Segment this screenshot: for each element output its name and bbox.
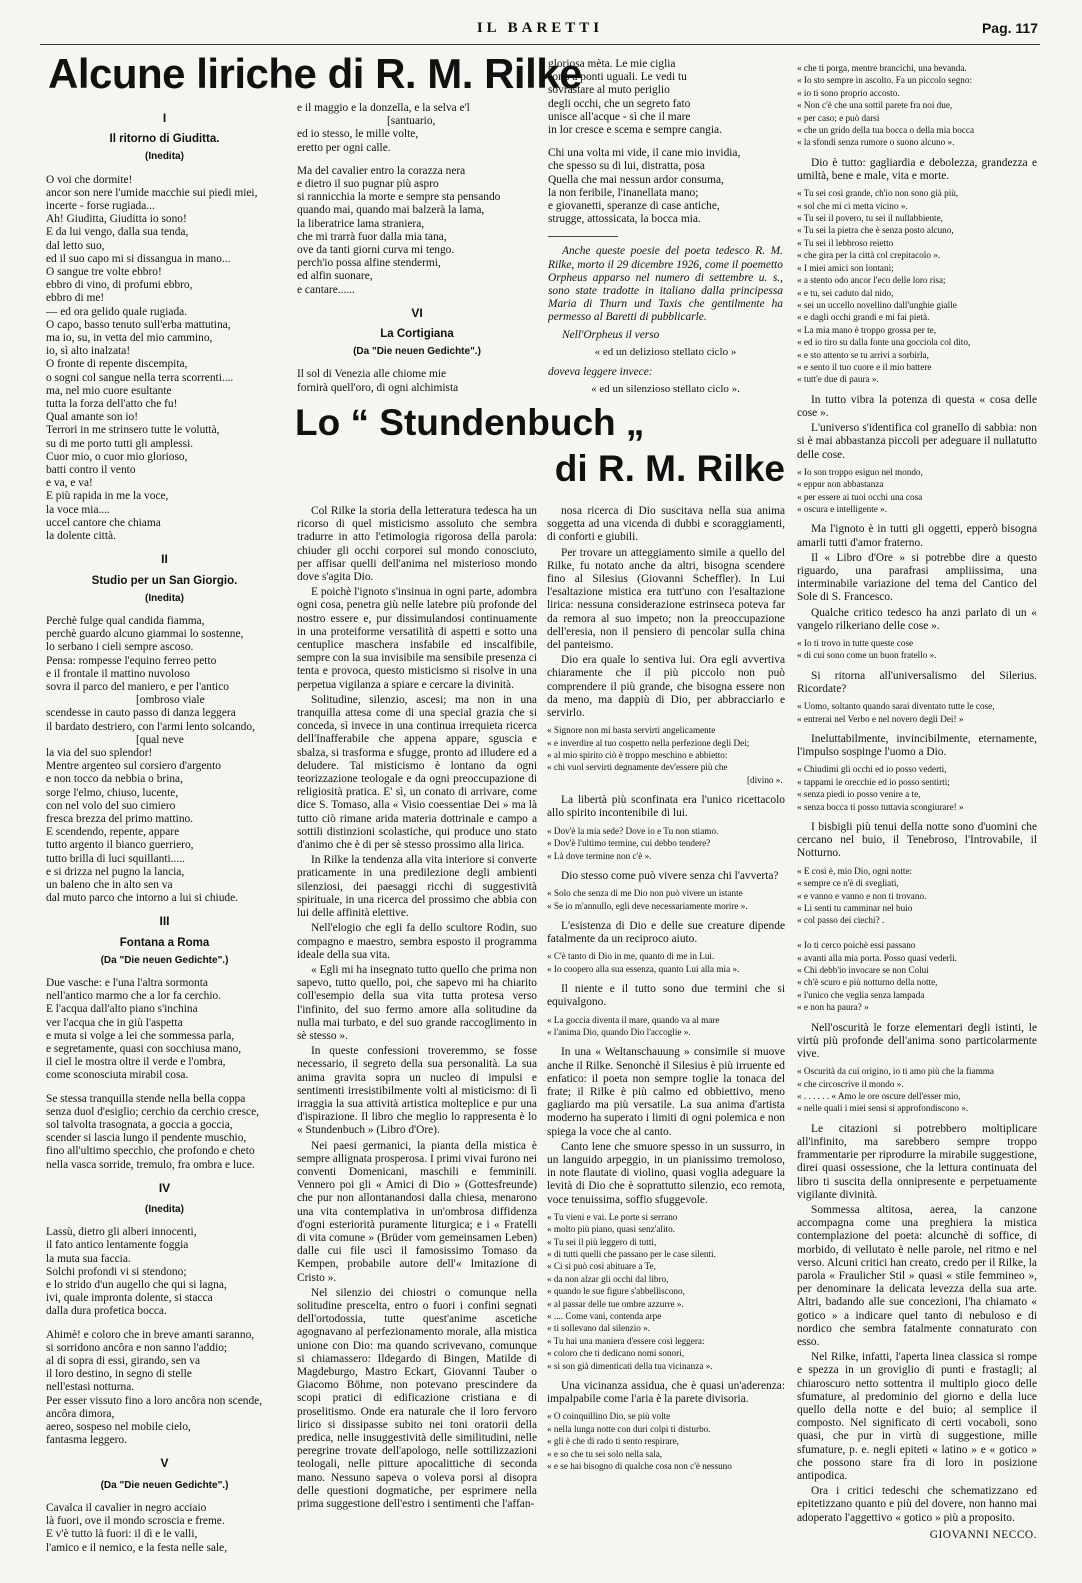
- verse-line: Perchè fulge qual candida fiamma,: [46, 614, 205, 627]
- verse-line: lo serbano i cieli sempre ascoso.: [46, 641, 194, 654]
- quote-line: « Li senti tu camminar nel buio: [797, 902, 913, 913]
- quote-line: « nella lunga notte con duri colpi ti disturbo.: [547, 1423, 711, 1434]
- quote-line: « Tu hai una maniera d'essere così leggera:: [547, 1335, 705, 1346]
- verse-line: che mi trarrà fuor dalla mia tana,: [297, 230, 447, 243]
- section-title: La Cortigiana: [380, 328, 454, 341]
- verse-line: sovrastare al muto periglio: [548, 84, 670, 97]
- quote-line: « Chiudimi gli occhi ed io posso vederti,: [797, 764, 947, 775]
- quote-line: « e tu, sei caduto dal nido,: [797, 287, 894, 298]
- verse-line: E da lui vengo, dalla sua tenda,: [46, 226, 189, 239]
- quote-line: « Tu sei così grande, ch'io non sono già più,: [797, 188, 959, 199]
- quote-line: « per essere ai tuoi occhi una cosa: [797, 491, 923, 502]
- article1-title: Alcune liriche di R. M. Rilke: [48, 50, 582, 97]
- verse-line: si sorridono ancôra e non sanno l'addio;: [46, 1341, 228, 1354]
- verse-line: perch'io possa alfine stendermi,: [297, 257, 441, 270]
- verse-line: sol talvolta trasognata, a goccia a goccia,: [46, 1119, 233, 1132]
- poems-column-1: [46, 102, 283, 1572]
- article2-title-line1: Lo “ Stundenbuch „: [295, 402, 645, 443]
- erratum-wrong: « ed un delizioso stellato ciclo »: [594, 345, 737, 358]
- stanza: [297, 102, 537, 155]
- quote-line: « l'anima Dio, quando Dio l'accoglie ».: [547, 1026, 691, 1037]
- quote-line: « O coinquillino Dio, se più volte: [547, 1411, 671, 1422]
- page-header: [40, 18, 1040, 42]
- quote-line: « e sto attento se tu arrivi a sorbirla,: [797, 349, 929, 360]
- verse-line: sono a ponti uguali. Le vedi tu: [548, 71, 687, 84]
- verse-line: il bardato destriero, con l'armi lento solcando,: [46, 720, 255, 733]
- quote-line: « Io sto sempre in ascolto. Fa un piccolo segno:: [797, 75, 973, 86]
- erratum-mid: doveva leggere invece:: [548, 366, 653, 379]
- quote-line: « I miei amici son lontani;: [797, 262, 894, 273]
- quote-line: « Tu sei il più leggero di tutti,: [547, 1236, 657, 1247]
- verse-quote: [797, 466, 1037, 516]
- verse-line: la non feribile, l'inanellata mano;: [548, 186, 699, 199]
- quote-line: « Io ti trovo in tutte queste cose: [797, 638, 914, 649]
- quote-line: « che ti porga, mentre brancichi, una bevanda.: [797, 63, 967, 73]
- quote-line: « col passo dei ciechi? .: [797, 915, 885, 926]
- quote-line: « di cui sono come un buon fratello ».: [797, 650, 937, 661]
- verse-quote: [797, 187, 1037, 386]
- verse-line: Cuor mio, o cuor mio glorioso,: [46, 450, 188, 463]
- verse-line: sorge l'elmo, chiuso, lucente,: [46, 786, 179, 799]
- verse-line: E scendendo, repente, appare: [46, 826, 180, 839]
- section-note: (Da "Die neuen Gedichte".): [100, 954, 229, 966]
- essay-paragraph: « Egli mi ha insegnato tutto quello che prima non sapevo, tutto quello, poi, che sapevo mi ha chiarito coll'esempio della sua vita tutta protesa verso l'infinito, del suo fermo amore alla solitudine da nulla mai turbato, e del suo grande raccoglimento in sè stesso ».: [297, 963, 537, 1042]
- quote-line: « Non c'è che una sottil parete fra noi due,: [797, 100, 953, 111]
- essay-paragraph: Una vicinanza assidua, che è quasi un'aderenza: impalpabile come l'aria è la parete divisoria.: [547, 1380, 785, 1406]
- erratum-right: « ed un silenzioso stellato ciclo ».: [591, 383, 740, 396]
- verse-line: e segretamente, quasi con socchiusa mano,: [46, 1043, 242, 1055]
- stanza: [46, 1226, 283, 1318]
- section-note: (Inedita): [145, 151, 184, 163]
- verse-line: batti contro il vento: [46, 464, 136, 477]
- stanza: [297, 368, 537, 394]
- page-number: Pag. 117: [981, 20, 1038, 36]
- verse-line: E v'è tutto là fuori: il dì e le valli,: [46, 1528, 198, 1541]
- quote-line: « l'unico che veglia senza lampada: [797, 989, 925, 1000]
- verse-line: là fuori, ove il mondo scroscia e freme.: [46, 1515, 225, 1528]
- verse-line: fantasma leggero.: [46, 1434, 127, 1447]
- stanza: [46, 977, 283, 1083]
- quote-line: « nelle quali i miei sensi si approfondiscono ».: [797, 1103, 969, 1114]
- verse-line: uccel cantore che chiama: [46, 516, 161, 529]
- verse-line: ancor son nere l'umide macchie sui piedi miei,: [46, 186, 258, 199]
- quote-line: « Là dove termine non c'è ».: [547, 850, 652, 861]
- poems-column-2: [297, 102, 537, 397]
- quote-line: « al passar delle tue ombre azzurre ».: [547, 1298, 684, 1309]
- quote-line: « e dagli occhi grandi e mi fai pietà.: [797, 312, 930, 323]
- verse-line: nell'antico marmo che a lor fa cerchio.: [46, 990, 222, 1003]
- quote-line: « per caso; e può darsi: [797, 112, 880, 123]
- verse-line: Terrori in me strinsero tutte le voluttà,: [46, 424, 220, 437]
- verse-quote: [797, 865, 1037, 1014]
- stanza: [548, 147, 783, 226]
- verse-line: Per esser vissuto fino a loro ancôra non scende,: [46, 1394, 263, 1407]
- verse-line: scender si lascia lungo il pendente muschio,: [46, 1132, 247, 1145]
- verse-line: ver l'acqua che in giù l'aspetta: [46, 1016, 183, 1029]
- verse-line: al di sopra di essi, girando, sen va: [46, 1355, 201, 1368]
- quote-line: « si son già dimenticati della tua vicinanza ».: [547, 1360, 713, 1371]
- verse-line: Il sol di Venezia alle chiome mie: [297, 368, 447, 381]
- verse-line: quando mai, quando mai balzerà la lama,: [297, 204, 485, 217]
- quote-line: « Signore non mi basta servirti angelicamente: [547, 725, 716, 736]
- quote-line: « di tutti quelli che passano per le case silenti.: [547, 1249, 716, 1260]
- quote-line: « entrerai nel Verbo e nel novero degli Dei! »: [797, 713, 964, 724]
- essay-paragraph: Il niente e il tutto sono due termini che si equivalgono.: [547, 983, 785, 1009]
- verse-line: e muta si volge a lei che sommessa parla,: [46, 1029, 235, 1042]
- verse-line: unisce all'acque - sì che il mare: [548, 110, 691, 123]
- quote-line: « Oscurità da cui origino, io ti amo più che la fiamma: [797, 1066, 994, 1077]
- essay-paragraph: Le citazioni si potrebbero moltiplicare all'infinito, ma sarebbero sempre troppo frammentarie per riprodurre la mirabile suggestione, direi quasi ossessione, che la lettura continuata del libro ti suscita della onnipresente e perpetuamente vigilante divinità.: [797, 1122, 1037, 1201]
- stanza: [297, 165, 537, 297]
- verse-line: tutto argento il bianco guerriero,: [46, 839, 194, 852]
- essay-paragraph: In Rilke la tendenza alla vita interiore si converte praticamente in una predilezione degli ambienti silenziosi, dei paesaggi ricchi di suggestività spirituale, in una ricerca del prossimo che abbia con lui delle affinità elettive.: [297, 854, 537, 920]
- verse-line: degli occhi, che un segreto fato: [548, 97, 691, 110]
- stanza: [46, 1502, 283, 1555]
- quote-line: « E così è, mio Dio, ogni notte:: [797, 865, 913, 876]
- verse-line: E l'acqua dall'alto piano s'inchina: [46, 1003, 198, 1016]
- stanza: [548, 58, 783, 137]
- section-note: (Da "Die neuen Gedichte".): [353, 346, 481, 358]
- verse-line: con nel volo del suo cimiero: [46, 799, 176, 812]
- verse-line: Due vasche: e l'una l'altra sormonta: [46, 976, 208, 989]
- verse-line: eretto per ogni calle.: [297, 141, 391, 154]
- verse-line: Qual amante son io!: [46, 411, 139, 424]
- verse-line: Lassù, dietro gli alberi innocenti,: [46, 1226, 197, 1239]
- quote-line: « Uomo, soltanto quando sarai diventato tutte le cose,: [797, 701, 995, 712]
- verse-line: Cavalca il cavalier in negro acciaio: [46, 1501, 207, 1514]
- quote-line: « avanti alla mia porta. Posso quasi vederli.: [797, 952, 957, 963]
- quote-line: « .... Come vani, contenda arpe: [547, 1311, 662, 1322]
- verse-line: nella vasca sorride, tremulo, fra ombra e luce.: [46, 1158, 255, 1171]
- quote-line: « Dov'è l'ultimo termine, cui debbo tendere?: [547, 838, 711, 849]
- verse-line: Quella che mai nessun ardor consuma,: [548, 173, 724, 186]
- verse-line: e il frontale il mattino nuvoloso: [46, 667, 190, 680]
- essay-paragraph: Dio stesso come può vivere senza chi l'avverta?: [561, 869, 779, 882]
- quote-line: « tappami le orecchie ed io posso sentirti;: [797, 776, 950, 787]
- section-title: Studio per un San Giorgio.: [91, 574, 238, 587]
- verse-line: dal muto parco che intorno a lui si chiude.: [46, 892, 239, 905]
- verse-line: il ciel le mostra oltre il verde e l'ombra,: [46, 1056, 226, 1069]
- essay-paragraph: In queste confessioni troveremmo, se fosse necessario, il segreto della sua personalità. La sua anima gravita sopra un nucleo di impulsi e sentimenti irresistibilmente volti al misticismo: di lì irraggia la sua attività artistica molteplice e pur una d'ispirazione. Il libro che meglio lo rappresenta è lo « Stundenbuch » (Libro d'Ore).: [297, 1045, 537, 1137]
- verse-line: come sconosciuta mirabil cosa.: [46, 1069, 189, 1082]
- quote-line: « . . . . . . « Amo le ore oscure dell'esser mio,: [797, 1090, 961, 1101]
- verse-quote: [797, 1065, 1037, 1115]
- section-title: Il ritorno di Giuditta.: [109, 133, 220, 146]
- verse-line: e giovanetti, speranze di case antiche,: [548, 200, 720, 213]
- verse-line: Pensa: rompesse l'equino ferreo petto: [46, 654, 217, 667]
- header-rule: [40, 44, 1040, 45]
- essay-paragraph: Nell'oscurità le forze elementari degli istinti, le virtù più profonde dell'anima sono particolarmente vive.: [797, 1021, 1037, 1060]
- quote-line: « Chi debb'io invocare se non Colui: [797, 964, 929, 975]
- quote-line: [divino ».: [746, 774, 785, 785]
- quote-line: [797, 927, 1037, 939]
- verse-line: un baleno che in alto sen va: [46, 878, 173, 891]
- verse-line: gloriosa mèta. Le mie ciglia: [548, 58, 676, 70]
- quote-line: « Se io m'annullo, egli deve necessariamente morire ».: [547, 900, 748, 911]
- verse-line: e non tocco da nebbia o brina,: [46, 773, 183, 786]
- verse-line: aereo, sospeso nel mobile cielo,: [46, 1421, 191, 1434]
- verse-line: ed alfin suonare,: [297, 270, 373, 283]
- verse-line: Solchi profondi vi si stendono;: [46, 1265, 187, 1278]
- quote-line: « sei un uccello novellino dall'unghie gialle: [797, 299, 957, 310]
- verse-line: perchè guardo alcuno giammai lo sostenne,: [46, 628, 244, 641]
- verse-quote: [797, 637, 1037, 662]
- verse-line: ivi, quale impronta dolente, si stacca: [46, 1292, 213, 1305]
- quote-line: « chi vuol servirti degnamente dev'essere più che: [547, 762, 728, 773]
- stanza: [46, 174, 283, 544]
- essay-paragraph: Qualche critico tedesco ha anzi parlato di un « vangelo rilkeriano delle cose ».: [797, 606, 1037, 632]
- verse-line: ed io stesso, le mille volte,: [297, 128, 419, 141]
- verse-quote: [797, 763, 1037, 813]
- article2-title-line2: di R. M. Rilke: [554, 448, 785, 489]
- section-number: III: [159, 914, 170, 929]
- essay-paragraph: Ora i critici tedeschi che schematizzano ed epitetizzano quanto e più del dovere, non hanno mai adoperato l'aggettivo « gotico » più a proposito.: [797, 1485, 1037, 1524]
- essay-paragraph: Nell'elogio che egli fa dello scultore Rodin, suo compagno e maestro, sembra esposto il programma ideale della sua vita.: [297, 922, 537, 961]
- essay-column-1: [297, 505, 537, 1573]
- quote-line: « Solo che senza di me Dio non può vivere un istante: [547, 888, 743, 899]
- verse-quote: [797, 700, 1037, 725]
- essay-paragraph: Si ritorna all'universalismo del Silerius. Ricordate?: [797, 669, 1037, 696]
- quote-line: « che un grido della tua bocca o della mia bocca: [797, 125, 975, 136]
- verse-line: ed il suo capo mi si dissangua in mano...: [46, 252, 231, 265]
- verse-line: Ah! Giuditta, Giuditta io sono!: [46, 213, 187, 226]
- essay-paragraph: Nei paesi germanici, la pianta della mistica è sempre allignata prosperosa. I primi vivai furono nei conventi Domenicani, maschili e femminili. Vennero poi gli « Amici di Dio » (Gottesfreunde) che pur non allontanandosi dalla chiesa, menarono una vita contemplativa in un'ombrosa diffidenza d'ogni esteriorità puramente liturgica; e i « Fratelli di vita comune » (Brüder vom gemeinsamen Leben) dalle cui file uscì il famosissimo Tomaso da Kempen, probabile autore dell'« Imitazione di Cristo ».: [297, 1139, 537, 1284]
- verse-line: e va, e va!: [46, 477, 93, 490]
- quote-line: « ch'è scuro e più notturno della notte,: [797, 977, 938, 988]
- section-number: I: [162, 111, 167, 125]
- verse-line: ebbro di vino, di profumi ebbro,: [46, 279, 193, 292]
- verse-line: ma io, su, in vetta del mio cammino,: [46, 332, 213, 345]
- verse-line: il loro destino, in segno di stelle: [46, 1368, 192, 1381]
- quote-line: « Io coopero alla sua essenza, quanto Lui alla mia ».: [547, 963, 740, 974]
- essay-paragraph: Sommessa altitosa, aerea, la canzone accompagna come una preghiera la mistica contemplazione del poeta: alcunchè di soffice, di morbido, di vellutato è nelle parole, nel ritmo e nel verso. Alcuni critici han creato, credo per il Rilke, la parola « Fraulicher Stil » quasi « stile femmineo », per denominare la delicata levezza della sua arte. Altri, badando alle sue concezioni, l'ha chiamato « gotico » a indicare quel tanto di nebuloso e di nordico che sembra fatalmente connaturato con esso.: [797, 1204, 1037, 1349]
- verse-line: fresca brezza del primo mattino.: [46, 812, 194, 825]
- verse-line: dal letto suo,: [46, 239, 105, 252]
- essay-paragraph: Canto lene che smuore spesso in un sussurro, in un languido arpeggio, in un pianissimo tremoloso, in note flautate di violino, quasi voglia adeguare la levità di Dio che è soprattutto silenzio, eco remota, voce tenuissima, soffio sfuggevole.: [547, 1140, 785, 1206]
- verse-line: Ma del cavalier entro la corazza nera: [297, 164, 466, 177]
- verse-line: ove da tanti giorni curva mi tengo.: [297, 244, 455, 257]
- essay-paragraph: Dio è tutto: gagliardia e debolezza, grandezza e umiltà, bene e male, vita e morte.: [797, 156, 1037, 183]
- quote-line: « sol che mi ci metta vicino ».: [797, 200, 908, 211]
- essay-paragraph: nosa ricerca di Dio suscitava nella sua anima soggetta ad una vicenda di dubbi e scoraggiamenti, di conforti e giubili.: [547, 505, 785, 544]
- quote-line: « tutt'e due di paura ».: [797, 374, 879, 385]
- quote-line: « Tu sei il lebbroso reietto: [797, 237, 894, 248]
- quote-line: « che gira per la città col crepitacolo ».: [797, 250, 941, 261]
- quote-line: « La mia mano è troppo grossa per te,: [797, 324, 937, 335]
- section-title: Fontana a Roma: [119, 936, 210, 949]
- section-note: (Da "Die neuen Gedichte".): [100, 1479, 229, 1491]
- quote-line: « molto più piano, quasi senz'alito.: [547, 1224, 675, 1235]
- quote-line: « La goccia diventa il mare, quando va al mare: [547, 1014, 720, 1025]
- verse-line: ma, nel mio cuore esultante: [46, 384, 172, 397]
- verse-line: ancôra dimora,: [46, 1407, 115, 1420]
- essay-paragraph: I bisbigli più tenui della notte sono d'uomini che cercano nel buio, il Tenebroso, l'Introvabile, il Notturno.: [797, 821, 1037, 860]
- verse-quote: [547, 1211, 785, 1372]
- verse-line: O sangue tre volte ebbro!: [46, 266, 162, 279]
- stanza: [46, 1329, 283, 1448]
- verse-line: il fato antico lentamente foggia: [46, 1239, 189, 1252]
- quote-line: « la sfondi senza rumore o suono alcuno ».: [797, 137, 955, 148]
- essay-paragraph: Nel Rilke, infatti, l'aperta linea classica si rompe e spezza in un groviglio di punti e frastagli; al chiaroscuro netto sottentra il multiplo gioco delle sfumature, al predominio del giorno e della luce quello della notte e del buio; al semplice il composto. Nel significato di certi vocaboli, sono quasi, che pur in virtù di suggestione, mille sfumature, p. e. negli epiteti « latino » e « gotico » che possono stare fra di loro in posizione antipodica.: [797, 1351, 1037, 1483]
- essay-paragraph: Nel silenzio dei chiostri o comunque nella solitudine prescelta, entro o fuori i confini segnati dell'ortodossia, tutte quest'anime ascetiche agognavano al perfezionamento morale, alla mistica unione con Dio: ma quando scrivevano, comunque si chiamassero: Ildegardo di Bingen, Matilde di Magdeburgo, Mastro Eckart, Giovanni Tauber o Giacomo Böhme, non potevano prescindere da scopi pratici di edificazione cristiana e di proselitismo. Onde era naturale che il loro fervoro lirico si dissipasse subito nei toni oratorii della predica, nelle insuggestività delle similitudini, nelle peregrine trovate dell'apologo, nelle sottilizzazioni teologali, nelle pitture apocalittiche di seconda mano. Nessuno sapeva o voleva porsi al disopra delle questioni dogmatiche, per esprimere nella prima suggestione dell'estro i sentimenti che l'affan-: [297, 1286, 537, 1511]
- verse-line: e il maggio e la donzella, e la selva e'l: [297, 102, 470, 114]
- verse-line: nell'estasi notturna.: [46, 1381, 135, 1394]
- essay-column-3: [797, 58, 1037, 1573]
- verse-line: Chi una volta mi vide, il cane mio invidia,: [548, 147, 741, 160]
- verse-line: la liberatrice lama straniera,: [297, 217, 425, 230]
- quote-line: « Tu sei la pietra che è senza posto alcuno,: [797, 225, 954, 236]
- quote-line: « senza bocca ti posso tuttavia scongiurare! »: [797, 801, 964, 812]
- essay-paragraph: E poichè l'ignoto s'insinua in ogni parte, adombra ogni cosa, penetra giù nelle latebre più profonde del nostro essere e, pur dissimulandosi continuamente in una proteiforme versatilità di aspetti e sotto una centuplice maschera insfabile ed inscalfibile, sempre con la sua invisibile ma sensibile presenza ci tenta e provoca, questo misticismo si risolve in una perpetua vigilanza a spiare e cercare la divinità.: [297, 586, 537, 691]
- quote-line: « Tu vieni e vai. Le porte si serrano: [547, 1211, 678, 1222]
- erratum-intro: Nell'Orpheus il verso: [562, 328, 660, 341]
- quote-line: « a stento odo ancor l'eco delle loro risa;: [797, 275, 946, 286]
- verse-line: o sogni col sangue nella terra scorrenti....: [46, 371, 234, 384]
- essay-paragraph: Il « Libro d'Ore » si potrebbe dire a questo riguardo, una parafrasi ampliissima, una interminabile variazione del tema del Cantico del Sole di S. Francesco.: [797, 551, 1037, 604]
- verse-line: incerte - forse rugiada...: [46, 200, 155, 213]
- essay-paragraph: In una « Weltanschauung » consimile si muove anche il Rilke. Senonchè il Silesius è più irruente ed enfatico: il poeta non sempre toglie la tonaca del frate; il Rilke è più calmo ed obbiettivo, meno gagliardo ma più versatile. La sua anima d'artista moderno ha superato i limiti di ogni polemica e non spiega la voce che al canto.: [547, 1046, 785, 1138]
- verse-line: sovra il parco del maniero, e per l'antico: [46, 680, 229, 693]
- stanza: [46, 615, 283, 905]
- quote-line: « Tu sei il povero, tu sei il nullabbiente,: [797, 213, 943, 224]
- verse-line: strugge, attossicata, la bocca mia.: [548, 213, 701, 226]
- verse-line: e dietro il suo pugnar più aspro: [297, 178, 439, 191]
- verse-line: [ombroso viale: [136, 694, 205, 707]
- quote-line: « e sento il tuo cuore e il mio battere: [797, 361, 932, 372]
- verse-line: fornirà quell'oro, di ogni alchimista: [297, 381, 459, 394]
- verse-line: Mentre argenteo sul corsiero d'argento: [46, 760, 221, 773]
- verse-line: [santuario,: [387, 115, 436, 128]
- quote-line: « oscura e intelligente ».: [797, 503, 888, 514]
- section-number: VI: [411, 305, 423, 320]
- verse-quote: [547, 1014, 785, 1039]
- section-number: IV: [158, 1180, 171, 1195]
- quote-line: « e vanno e vanno e non ti trovano.: [797, 890, 927, 901]
- essay-column-2: [547, 505, 785, 1573]
- verse-quote: [547, 724, 785, 786]
- verse-line: in lor cresce e scema e sempre cangia.: [548, 124, 722, 137]
- verse-line: tutta la forza dell'atto che fu!: [46, 398, 178, 411]
- verse-line: su di me porto tutti gli amplessi.: [46, 437, 194, 450]
- quote-line: « Ci si può così abituare a Te,: [547, 1261, 656, 1272]
- verse-line: io, sì alto inalzata!: [46, 345, 131, 358]
- quote-line: « gli è che di rado ti sento respirare,: [547, 1436, 679, 1447]
- quote-line: « eppur non abbastanza: [797, 479, 884, 490]
- quote-line: « Io ti cerco poichè essi passano: [797, 940, 916, 951]
- verse-line: la voce mia....: [46, 503, 110, 516]
- quote-line: « e se hai bisogno di qualche cosa non c'è nessuno: [547, 1461, 732, 1472]
- verse-line: dalla dura profetica bocca.: [46, 1305, 167, 1318]
- poems-column-3: [548, 58, 783, 398]
- section-number: V: [160, 1456, 169, 1471]
- quote-line: « ed io tiro su dalla fonte una gocciola col dito,: [797, 337, 971, 348]
- verse-quote: [547, 825, 785, 862]
- verse-line: ebbro di me!: [46, 292, 105, 305]
- quote-line: « da non alzar gli occhi dal libro,: [547, 1273, 669, 1284]
- quote-line: « senza piedi io posso venire a te,: [797, 789, 921, 800]
- essay-paragraph: Solitudine, silenzio, ascesi; ma non in una tranquilla attesa come di una special grazia che si conceda, sì invece in una continua irrequieta ricerca dell'Inafferabile che appena appare, sguscia e sbalza, si trasforma e sfugge, pronto ad illudere ed a deludere. Tal misticismo è lontano da ogni teorizzazione teologale e da ogni preoccupazione di religiosità pratica. E' sì, un conato di arrivare, come dice S. Tomaso, alla « Visio coessentiae Dei » ma là tutto ciò rimane arida materia dottrinale e campo a sottili distinzioni scolastiche, qui produce uno stato d'animo che è di per sè stesso prossimo alla lirica.: [297, 693, 537, 852]
- note-rule: [548, 236, 618, 237]
- quote-line: « e non ha paura? »: [797, 1002, 869, 1013]
- quote-line: « che circoscrive il mondo ».: [797, 1078, 904, 1089]
- verse-line: la dolente città.: [46, 530, 116, 543]
- section-number: II: [161, 552, 168, 567]
- verse-line: la via del suo splendor!: [46, 746, 153, 759]
- essay-paragraph: Dio era quale lo sentiva lui. Ora egli avvertiva chiaramente che il più piccolo non può comprendere il più grande, che bisogna essere non da meno, ma dappiù di Dio, per abbracciarlo e servirlo.: [547, 654, 785, 720]
- essay-paragraph: Ma l'ignoto è in tutti gli oggetti, epperò bisogna amarli tutti d'amor fraterno.: [797, 523, 1037, 549]
- quote-line: « sempre ce n'è di svegliati,: [797, 878, 899, 889]
- stanza: [46, 1093, 283, 1172]
- quote-line: « Dov'è la mia sede? Dove io e Tu non stiamo.: [547, 825, 719, 836]
- verse-line: Se stessa tranquilla stende nella bella coppa: [46, 1092, 246, 1105]
- verse-line: — ed ora gelido quale rugiada.: [46, 305, 188, 318]
- verse-line: l'amico e il nemico, e la festa nelle sale,: [46, 1541, 228, 1554]
- verse-line: O capo, basso tenuto sull'erba mattutina,: [46, 318, 231, 331]
- essay-paragraph: Ineluttabilmente, invincibilmente, eternamente, l'impulso sospinge l'uomo a Dio.: [797, 733, 1037, 759]
- verse-line: la muta sua faccia.: [46, 1252, 131, 1265]
- verse-line: O fronte di repente discempita,: [46, 358, 188, 371]
- verse-line: [qual neve: [136, 733, 184, 746]
- quote-line: « quando le sue figure s'abbelliscono,: [547, 1286, 685, 1297]
- verse-line: si rannicchia la morte e sempre sta pensando: [297, 191, 501, 204]
- verse-line: fino all'ultimo specchio, che profondo e cheto: [46, 1145, 255, 1158]
- essay-paragraph: La libertà più sconfinata era l'unico ricettacolo allo spirito incontenibile di lui.: [547, 794, 785, 820]
- verse-line: e si drizza nel pugno la lancia,: [46, 865, 185, 878]
- verse-quote: [547, 1410, 785, 1472]
- quote-line: « ti sollevano dal silenzio ».: [547, 1323, 651, 1334]
- verse-line: scendesse in cauto passo di danza leggera: [46, 707, 236, 720]
- verse-line: tutto brilla di luci squillanti.....: [46, 852, 185, 865]
- verse-line: E più rapida in me la voce,: [46, 490, 169, 503]
- verse-line: O voi che dormite!: [46, 173, 133, 186]
- essay-paragraph: L'esistenza di Dio e delle sue creature dipende fatalmente da un reciproco aiuto.: [547, 919, 785, 946]
- quote-line: « e inverdire al tuo cospetto nella perfezione degli Dei;: [547, 737, 750, 748]
- essay-paragraph: Per trovare un atteggiamento simile a quello del Rilke, fu notato anche da altri, bisogna scendere fino al Silesius (Giovanni Scheffler). In Lui l'esaltazione mistica era tutt'uno con l'esaltazione lirica: nessuna considerazione estrinseca poteva far da remora al suo impeto; non la preoccupazione dell'eresia, non il pensiero di pencolar sulla china del panteismo.: [547, 546, 785, 652]
- quote-line: « C'è tanto di Dio in me, quanto di me in Lui.: [547, 951, 715, 962]
- quote-line: « e so che tu sei solo nella sala,: [547, 1448, 663, 1459]
- essay-paragraph: L'universo s'identifica col granello di sabbia: non si è mai abbastanza piccoli per adeguare il nullatutto delle cose.: [797, 422, 1037, 461]
- signature: GIOVANNI NECCO.: [929, 1528, 1037, 1541]
- translation-note: Anche queste poesie del poeta tedesco R. M. Rilke, morto il 29 dicembre 1926, come il poemetto Orpheus apparso nel numero di settembre u. s., sono state tradotte in italiano dalla principessa Maria di Thurn und Taxis che gentilmente ha permesso al Baretti di pubblicarle.: [548, 245, 783, 324]
- verse-quote: [797, 62, 1037, 149]
- quote-line: « al mio spirito ciò è troppo meschino e abbietto:: [547, 750, 728, 761]
- verse-line: e lo strido d'un augello che qui si lagna,: [46, 1279, 227, 1292]
- verse-line: Ahimè! e coloro che in breve amanti saranno,: [46, 1328, 255, 1341]
- quote-line: « Io son troppo esiguo nel mondo,: [797, 466, 923, 477]
- quote-line: « coloro che ti dedicano nomi sonori,: [547, 1348, 685, 1359]
- verse-line: che spesso su di lui, distratta, posa: [548, 160, 705, 173]
- masthead: IL BARETTI: [476, 20, 604, 36]
- essay-paragraph: In tutto vibra la potenza di questa « cosa delle cose ».: [797, 393, 1037, 419]
- verse-quote: [547, 887, 785, 912]
- section-note: (Inedita): [145, 1204, 184, 1216]
- verse-line: e cantare......: [297, 283, 355, 296]
- essay-paragraph: Col Rilke la storia della letteratura tedesca ha un ricorso di quel misticismo assoluto che sembra tradurre in atto l'etimologia rigorosa della parola: chiuder gli occhi corporei sul mondo conosciuto, per affisar quelli dell'anima nel misterioso mondo dove s'agita Dio.: [297, 505, 537, 584]
- section-note: (Inedita): [145, 592, 184, 604]
- verse-line: senza duol d'esiglio; cerchio da cerchio cresce,: [46, 1105, 259, 1118]
- verse-quote: [547, 950, 785, 975]
- quote-line: « io ti sono proprio accosto.: [797, 87, 900, 98]
